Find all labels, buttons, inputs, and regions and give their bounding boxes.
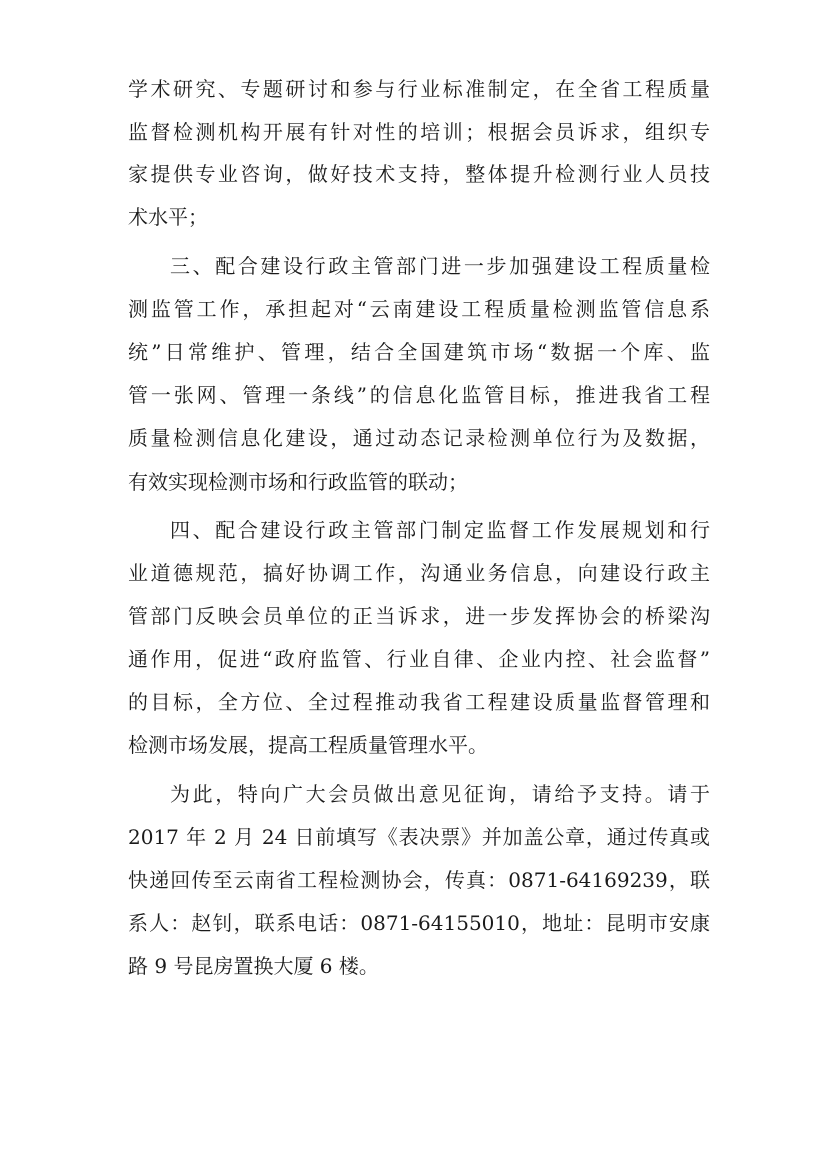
text-line: 业道德规范，搞好协调工作，沟通业务信息，向建设行政主 <box>128 561 710 585</box>
text-line: 测监管工作，承担起对“云南建设工程质量检测监管信息系 <box>128 297 710 321</box>
text-line: 四、配合建设行政主管部门制定监督工作发展规划和行 <box>170 518 710 542</box>
text-line: 为此，特向广大会员做出意见征询，请给予支持。请于 <box>170 782 710 806</box>
text-line: 质量检测信息化建设，通过动态记录检测单位行为及数据， <box>128 426 710 450</box>
text-line: 2017 年 2 月 24 日前填写《表决票》并加盖公章，通过传真或 <box>128 825 710 849</box>
text-line: 学术研究、专题研讨和参与行业标准制定，在全省工程质量 <box>128 77 710 101</box>
text-line: 的目标，全方位、全过程推动我省工程建设质量监督管理和 <box>128 690 710 714</box>
text-line: 管一张网、管理一条线”的信息化监管目标，推进我省工程 <box>128 383 710 407</box>
text-line: 快递回传至云南省工程检测协会，传真：0871-64169239，联 <box>128 868 710 892</box>
text-line: 监督检测机构开展有针对性的培训；根据会员诉求，组织专 <box>128 120 710 144</box>
text-line: 术水平； <box>128 205 208 229</box>
text-line: 有效实现检测市场和行政监管的联动； <box>128 470 468 494</box>
text-line: 系人：赵钊，联系电话：0871-64155010，地址：昆明市安康 <box>128 911 710 935</box>
text-line: 路 9 号昆房置换大厦 6 楼。 <box>128 954 379 978</box>
text-line: 管部门反映会员单位的正当诉求，进一步发挥协会的桥梁沟 <box>128 604 710 628</box>
text-line: 家提供专业咨询，做好技术支持，整体提升检测行业人员技 <box>128 162 710 186</box>
text-line: 统”日常维护、管理，结合全国建筑市场“数据一个库、监 <box>128 340 710 364</box>
text-line: 三、配合建设行政主管部门进一步加强建设工程质量检 <box>170 254 710 278</box>
text-line: 检测市场发展，提高工程质量管理水平。 <box>128 733 488 757</box>
text-line: 通作用，促进“政府监管、行业自律、企业内控、社会监督” <box>128 647 710 671</box>
